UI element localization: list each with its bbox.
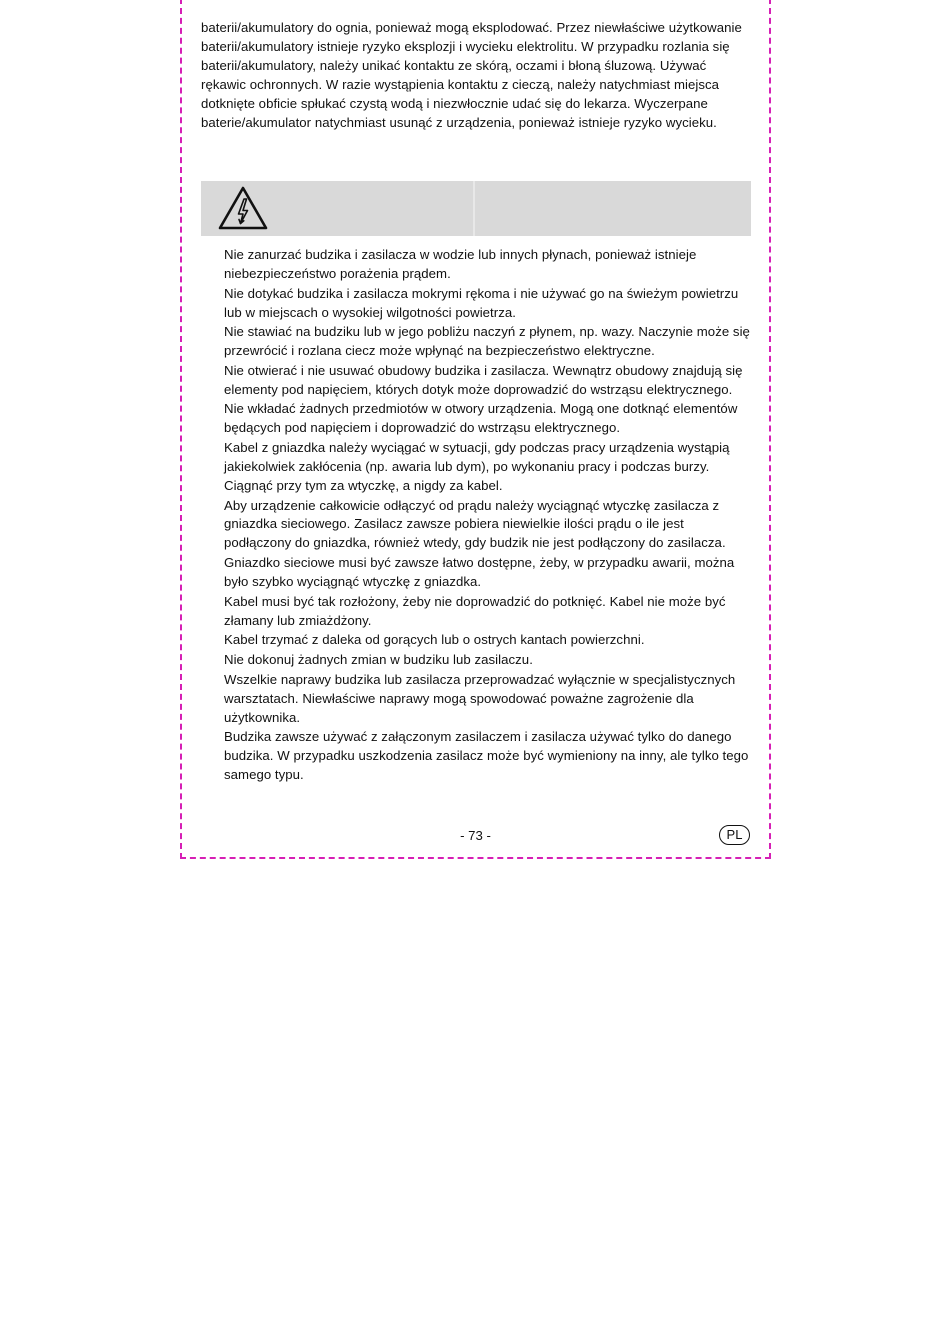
safety-rule-item: Nie otwierać i nie usuwać obudowy budzika i zasilacza. Wewnątrz obudowy znajdują się elementy pod napięciem, których dotyk może doprowadzić do wstrząsu elektrycznego. [224,362,743,397]
battery-warning-paragraph: baterii/akumulatory do ognia, ponieważ mogą eksplodować. Przez niewłaściwe użytkowanie baterii/akumulatory istnieje ryzyko eksplozji i wycieku elektrolitu. W przypadku rozlania się baterii/akumulatory, należy unikać kontaktu ze skórą, oczami i błoną śluzową. Używać rękawic ochronnych. W razie wystąpienia kontaktu z cieczą, należy natychmiast miejsca dotknięte obficie spłukać czystą wodą i niezwłocznie udać się do lekarza. Wyczerpane baterie/akumulator natychmiast usunąć z urządzenia, ponieważ istnieje ryzyko wycieku. [201,20,742,130]
safety-rule-item: Nie stawiać na budziku lub w jego pobliżu naczyń z płynem, np. wazy. Naczynie może się przewrócić i rozlana ciecz może wpłynąć na bezpieczeństwo elektryczne. [224,324,750,359]
manual-page [180,0,771,859]
warning-bar-divider [473,181,475,236]
page-number: - 73 - [460,828,491,843]
safety-rule-item: Nie wkładać żadnych przedmiotów w otwory urządzenia. Mogą one dotknąć elementów będących pod napięciem i doprowadzić do wstrząsu elektrycznego. [224,401,738,436]
safety-rule-item: Nie zanurzać budzika i zasilacza w wodzie lub innych płynach, ponieważ istnieje niebezpieczeństwo porażenia prądem. [224,247,697,281]
safety-rule-item: Nie dotykać budzika i zasilacza mokrymi rękoma i nie używać go na świeżym powietrzu lub w miejscach o wysokiej wilgotności powietrza. [224,285,739,320]
electric-shock-warning-icon [217,185,269,231]
safety-rule-item: Nie dokonuj żadnych zmian w budziku lub zasilaczu. [224,652,533,667]
safety-rule-item: Gniazdko sieciowe musi być zawsze łatwo dostępne, żeby, w przypadku awarii, można było szybko wyciągnąć wtyczkę z gniazdka. [224,555,735,589]
language-badge: PL [719,825,750,845]
safety-rule-item: Budzika zawsze używać z załączonym zasilaczem i zasilacza używać tylko do danego budzika. W przypadku uszkodzenia zasilacz może być wymieniony na inny, ale tylko tego samego typu. [224,729,749,783]
safety-rule-item: Aby urządzenie całkowicie odłączyć od prądu należy wyciągnąć wtyczkę zasilacza z gniazdka sieciowego. Zasilacz zawsze pobiera niewielkie ilości prądu o ile jest podłączony do gniazdka, również wtedy, gdy budzik nie jest podłączony do zasilacza. [224,497,726,551]
safety-rules-list [224,246,754,786]
safety-rule-item: Kabel trzymać z daleka od gorących lub o ostrych kantach powierzchni. [224,632,645,648]
safety-rule-item: Kabel musi być tak rozłożony, żeby nie doprowadzić do potknięć. Kabel nie może być złamany lub zmiażdżony. [224,593,726,628]
warning-header-bar [201,181,751,236]
safety-rule-item: Kabel z gniazdka należy wyciągać w sytuacji, gdy podczas pracy urządzenia wystąpią jakiekolwiek zakłócenia (np. awaria lub dym), po wykonaniu pracy i podczas burzy. Ciągnąć przy tym za wtyczkę, a nigdy za kabel. [224,440,730,493]
safety-rule-item: Wszelkie naprawy budzika lub zasilacza przeprowadzać wyłącznie w specjalistycznych warsztatach. Niewłaściwe naprawy mogą spowodować poważne zagrożenie dla użytkownika. [224,671,736,725]
